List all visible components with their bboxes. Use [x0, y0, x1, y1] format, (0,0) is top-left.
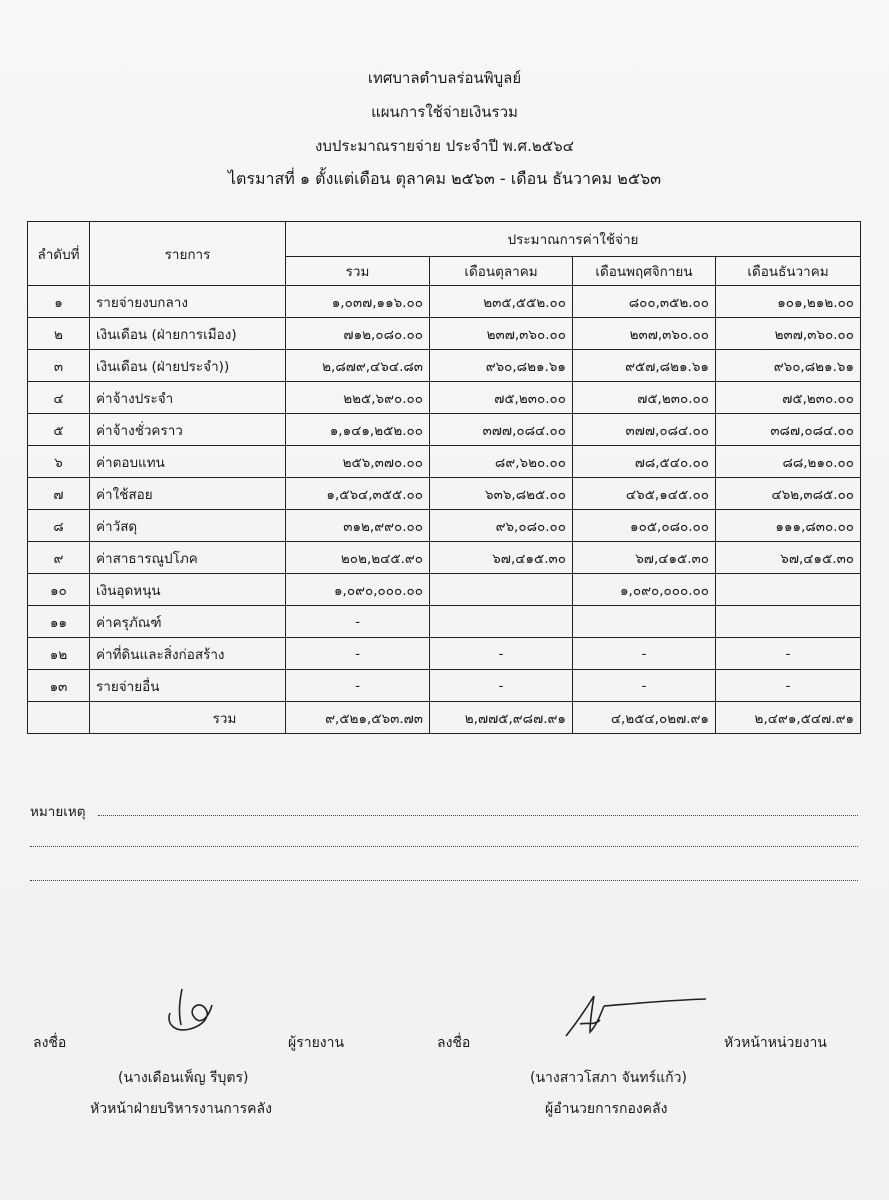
- document-title: แผนการใช้จ่ายเงินรวม: [371, 103, 518, 121]
- role-left: ผู้รายงาน: [288, 1035, 345, 1051]
- header-estimate-group: ประมาณการค่าใช้จ่าย: [286, 222, 861, 257]
- row-oct-value: -: [430, 670, 573, 702]
- name-left: (นางเดือนเพ็ญ รีบุตร): [118, 1070, 249, 1086]
- row-nov-value: -: [573, 670, 716, 702]
- table-row: [28, 318, 861, 350]
- row-number: ๑๓: [28, 670, 90, 702]
- row-number: ๕: [28, 414, 90, 446]
- row-number: ๙: [28, 542, 90, 574]
- row-number: ๑: [28, 286, 90, 318]
- row-nov-value: ๑,๐๙๐,๐๐๐.๐๐: [573, 574, 716, 606]
- header-item: รายการ: [90, 222, 286, 286]
- quarter-range: ไตรมาสที่ ๑ ตั้งแต่เดือน ตุลาคม ๒๕๖๓ - เดือน ธันวาคม ๒๕๖๓: [227, 169, 662, 188]
- row-nov-value: -: [573, 638, 716, 670]
- row-total-value: ๗๑๒,๐๘๐.๐๐: [286, 318, 430, 350]
- row-nov-value: ๓๗๗,๐๘๔.๐๐: [573, 414, 716, 446]
- row-dec-value: ๗๕,๒๓๐.๐๐: [716, 382, 861, 414]
- row-item: ค่าสาธารณูปโภค: [90, 542, 286, 574]
- row-total-value: ๑,๑๔๑,๒๕๒.๐๐: [286, 414, 430, 446]
- position-right: ผู้อำนวยการกองคลัง: [545, 1101, 668, 1117]
- row-dec-value: [716, 574, 861, 606]
- table-body: [28, 286, 861, 734]
- table-row: [28, 606, 861, 638]
- table-row: [28, 446, 861, 478]
- table-row: [28, 638, 861, 670]
- row-item: ค่าใช้สอย: [90, 478, 286, 510]
- total-dec-value: ๒,๔๙๑,๕๔๗.๙๑: [716, 702, 861, 734]
- row-oct-value: ๒๓๗,๓๖๐.๐๐: [430, 318, 573, 350]
- row-oct-value: ๖๓๖,๘๒๕.๐๐: [430, 478, 573, 510]
- row-dec-value: ๑๑๑,๘๓๐.๐๐: [716, 510, 861, 542]
- row-oct-value: ๓๗๗,๐๘๔.๐๐: [430, 414, 573, 446]
- org-name: เทศบาลตำบลร่อนพิบูลย์: [367, 69, 522, 87]
- total-row-number: [28, 702, 90, 734]
- row-oct-value: ๙๖,๐๘๐.๐๐: [430, 510, 573, 542]
- table-row: [28, 286, 861, 318]
- row-number: ๑๐: [28, 574, 90, 606]
- role-right: หัวหน้าหน่วยงาน: [724, 1035, 827, 1051]
- row-oct-value: [430, 606, 573, 638]
- signature-left: [160, 985, 230, 1045]
- row-total-value: ๑,๐๙๐,๐๐๐.๐๐: [286, 574, 430, 606]
- row-oct-value: ๙๖๐,๘๒๑.๖๑: [430, 350, 573, 382]
- row-nov-value: ๗๘,๕๔๐.๐๐: [573, 446, 716, 478]
- sign-label-right: ลงชื่อ: [437, 1035, 471, 1051]
- row-number: ๑๑: [28, 606, 90, 638]
- name-right: (นางสาวโสภา จันทร์แก้ว): [530, 1070, 687, 1086]
- header-december: เดือนธันวาคม: [716, 257, 861, 286]
- row-number: ๘: [28, 510, 90, 542]
- row-number: ๑๒: [28, 638, 90, 670]
- row-total-value: ๓๑๒,๙๙๐.๐๐: [286, 510, 430, 542]
- row-nov-value: ๘๐๐,๓๕๒.๐๐: [573, 286, 716, 318]
- row-item: เงินเดือน (ฝ่ายการเมือง): [90, 318, 286, 350]
- row-item: ค่าตอบแทน: [90, 446, 286, 478]
- row-item: ค่าจ้างประจำ: [90, 382, 286, 414]
- row-total-value: -: [286, 638, 430, 670]
- header-no: ลำดับที่: [28, 222, 90, 286]
- row-item: ค่าวัสดุ: [90, 510, 286, 542]
- row-total-value: ๒๕๖,๓๗๐.๐๐: [286, 446, 430, 478]
- row-item: ค่าครุภัณฑ์: [90, 606, 286, 638]
- row-nov-value: ๑๐๕,๐๘๐.๐๐: [573, 510, 716, 542]
- row-dec-value: -: [716, 638, 861, 670]
- table-row: [28, 542, 861, 574]
- row-nov-value: ๔๖๕,๑๔๕.๐๐: [573, 478, 716, 510]
- header-total: รวม: [286, 257, 430, 286]
- notes-label: หมายเหตุ: [30, 804, 86, 820]
- table-row: [28, 478, 861, 510]
- row-total-value: ๑,๕๖๔,๓๕๕.๐๐: [286, 478, 430, 510]
- row-oct-value: ๗๕,๒๓๐.๐๐: [430, 382, 573, 414]
- signature-right: [560, 990, 710, 1040]
- table-row: [28, 414, 861, 446]
- row-total-value: -: [286, 606, 430, 638]
- row-total-value: ๒,๘๗๙,๔๖๔.๘๓: [286, 350, 430, 382]
- row-item: รายจ่ายงบกลาง: [90, 286, 286, 318]
- row-oct-value: -: [430, 638, 573, 670]
- table-row: [28, 382, 861, 414]
- notes-line-2: [30, 846, 858, 847]
- sign-label-left: ลงชื่อ: [33, 1035, 67, 1051]
- notes-line-3: [30, 880, 858, 881]
- total-oct-value: ๒,๗๗๕,๙๘๗.๙๑: [430, 702, 573, 734]
- row-oct-value: ๒๓๕,๕๕๒.๐๐: [430, 286, 573, 318]
- row-item: ค่าที่ดินและสิ่งก่อสร้าง: [90, 638, 286, 670]
- row-item: เงินอุดหนุน: [90, 574, 286, 606]
- header-october: เดือนตุลาคม: [430, 257, 573, 286]
- table-row: [28, 574, 861, 606]
- row-total-value: -: [286, 670, 430, 702]
- total-label: รวม: [90, 702, 286, 734]
- row-dec-value: -: [716, 670, 861, 702]
- row-number: ๓: [28, 350, 90, 382]
- row-dec-value: ๖๗,๔๑๕.๓๐: [716, 542, 861, 574]
- header-november: เดือนพฤศจิกายน: [573, 257, 716, 286]
- row-total-value: ๑,๐๓๗,๑๑๖.๐๐: [286, 286, 430, 318]
- row-number: ๗: [28, 478, 90, 510]
- total-row: [28, 702, 861, 734]
- row-item: ค่าจ้างชั่วคราว: [90, 414, 286, 446]
- row-dec-value: [716, 606, 861, 638]
- row-dec-value: ๙๖๐,๘๒๑.๖๑: [716, 350, 861, 382]
- table-row: [28, 510, 861, 542]
- row-dec-value: ๘๘,๒๑๐.๐๐: [716, 446, 861, 478]
- row-nov-value: ๒๓๗,๓๖๐.๐๐: [573, 318, 716, 350]
- row-oct-value: ๖๗,๔๑๕.๓๐: [430, 542, 573, 574]
- total-total-value: ๙,๕๒๑,๕๖๓.๗๓: [286, 702, 430, 734]
- budget-year: งบประมาณรายจ่าย ประจำปี พ.ศ.๒๕๖๔: [315, 137, 574, 155]
- row-dec-value: ๑๐๑,๒๑๒.๐๐: [716, 286, 861, 318]
- spending-plan-table: [27, 221, 861, 734]
- table-row: [28, 350, 861, 382]
- row-nov-value: ๖๗,๔๑๕.๓๐: [573, 542, 716, 574]
- row-item: รายจ่ายอื่น: [90, 670, 286, 702]
- row-total-value: ๒๒๕,๖๙๐.๐๐: [286, 382, 430, 414]
- row-nov-value: [573, 606, 716, 638]
- row-dec-value: ๓๘๗,๐๘๔.๐๐: [716, 414, 861, 446]
- row-oct-value: [430, 574, 573, 606]
- row-dec-value: ๒๓๗,๓๖๐.๐๐: [716, 318, 861, 350]
- position-left: หัวหน้าฝ่ายบริหารงานการคลัง: [90, 1101, 272, 1117]
- row-number: ๔: [28, 382, 90, 414]
- row-item: เงินเดือน (ฝ่ายประจำ)): [90, 350, 286, 382]
- row-number: ๖: [28, 446, 90, 478]
- row-number: ๒: [28, 318, 90, 350]
- row-dec-value: ๔๖๒,๓๘๕.๐๐: [716, 478, 861, 510]
- total-nov-value: ๔,๒๕๔,๐๒๗.๙๑: [573, 702, 716, 734]
- row-nov-value: ๙๕๗,๘๒๑.๖๑: [573, 350, 716, 382]
- notes-line-1: [98, 815, 858, 816]
- row-oct-value: ๘๙,๖๒๐.๐๐: [430, 446, 573, 478]
- row-nov-value: ๗๕,๒๓๐.๐๐: [573, 382, 716, 414]
- table-row: [28, 670, 861, 702]
- row-total-value: ๒๐๒,๒๔๕.๙๐: [286, 542, 430, 574]
